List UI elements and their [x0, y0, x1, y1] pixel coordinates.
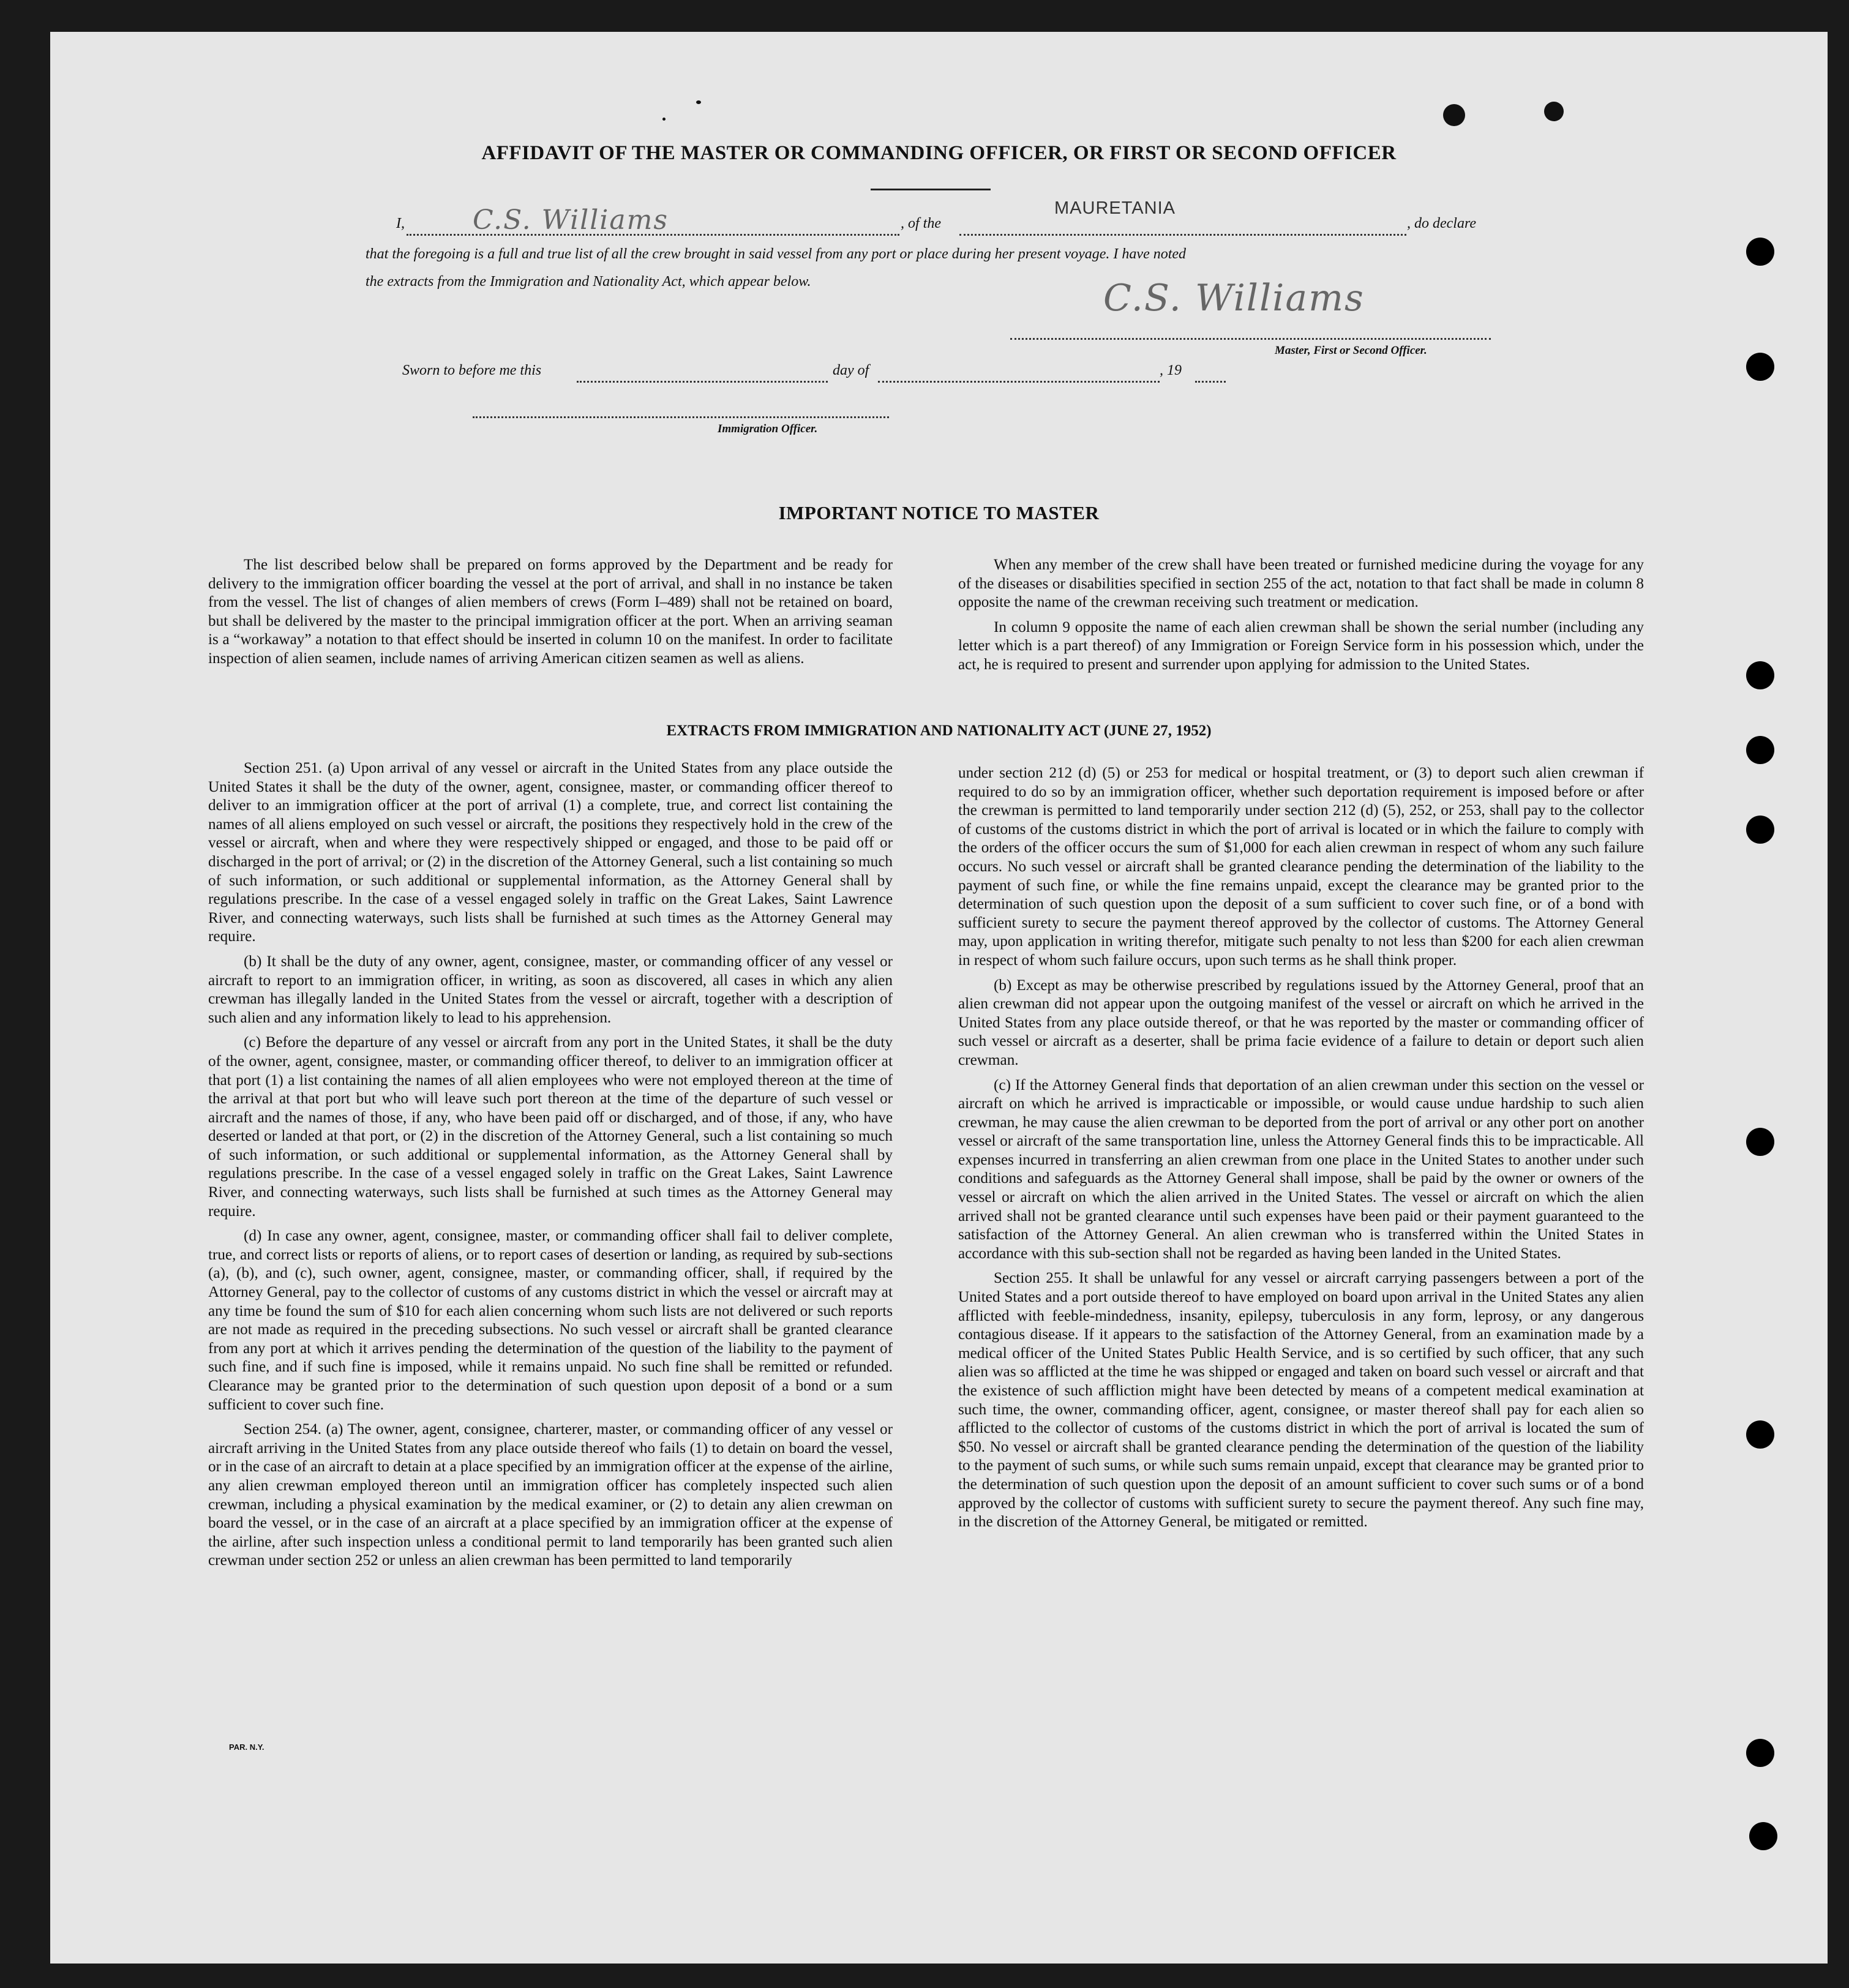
ink-speck — [1443, 104, 1465, 126]
sworn-prefix: Sworn to before me this — [402, 362, 542, 378]
section-254a: Section 254. (a) The owner, agent, consignee, charterer, master, or commanding officer of any vessel or aircraft arriving in the United States from any place outside thereof who fails (1) to detain on board the vessel, or in the case of an aircraft to detain at a place specified by an immigration officer at the expense of the airline, any alien crewman employed thereon until an immigration officer has completely inspected such alien crewman, including a physical examination by the medical examiner, or (2) to detain any alien crewman on board the vessel, or in the case of an aircraft at a place specified by an immigration officer at the expense of the airline, after such inspection unless a conditional permit to land temporarily has been granted such alien crewman under section 252 or unless an alien crewman has been permitted to land temporarily — [208, 1421, 893, 1569]
master-signature: C.S. Williams — [473, 204, 669, 236]
declaration-line-3: the extracts from the Immigration and Nationality Act, which appear below. — [366, 274, 811, 290]
notice-title: IMPORTANT NOTICE TO MASTER — [778, 502, 1100, 523]
binder-hole — [1746, 238, 1774, 266]
sworn-month-field[interactable] — [878, 381, 1160, 383]
section-254a-continued: under section 212 (d) (5) or 253 for medical or hospital treatment, or (3) to deport such alien crewman if required to do so by an immigration officer, whether such deportation requirement is imposed before or after the crewman is permitted to land temporarily under section 212 (d) (5), 252, or 253, shall pay to the collector of customs of the customs district in which the port of arrival is located or in which the failure to comply with the orders of the officer occurs the sum of $1,000 for each alien crewman in respect of whom any such failure occurs. No such vessel or aircraft shall be granted clearance pending the determination of the liability to the payment of such fine, or while the fine remains unpaid, except the clearance may be granted prior to the determination of such question upon the deposit of a sum sufficient to cover such fine, or of a bond with sufficient surety to secure the payment thereof approved by the collector of customs. The Attorney General may, upon application in writing therefor, mitigate such penalty to not less than $200 for each alien crewman in respect of whom such failure occurs, upon such terms as he shall think proper. — [958, 765, 1644, 969]
year-prefix: , 19 — [1160, 362, 1182, 378]
section-251a: Section 251. (a) Upon arrival of any vessel or aircraft in the United States from any place outside the United States it shall be the duty of the owner, agent, consignee, master, or commanding officer thereof to deliver to an immigration officer at the port of arrival (1) a complete, true, and correct list containing the names of all aliens employed on such vessel or aircraft, the positions they respectively hold in the crew of the vessel or aircraft, when and where they were respectively shipped or engaged, and those to be paid off or discharged in the port of arrival; or (2) in the discretion of the Attorney General, such a list containing so much of such information, or such additional or supplemental information, as the Attorney General shall by regulations prescribe. In the case of a vessel engaged solely in traffic on the Great Lakes, Saint Lawrence River, and connecting waterways, such lists shall be furnished at such times as the Attorney General may require. — [208, 760, 893, 945]
vessel-name-field[interactable] — [959, 234, 1406, 236]
notice-right-text-2: In column 9 opposite the name of each alien crewman shall be shown the serial number (including any letter which is a part thereof) of any Immigration or Foreign Service form in his possession which, under the act, he is required to present and surrender upon applying for admission to the United States. — [958, 618, 1644, 673]
master-label: Master, First or Second Officer. — [1275, 344, 1427, 357]
title-divider — [871, 189, 991, 190]
section-254b: (b) Except as may be otherwise prescribed by regulations issued by the Attorney General, proof that an alien crewman did not appear upon the outgoing manifest of the vessel or aircraft on which he arrived in the United States from any place outside thereof, or that he was reported by the master or commanding officer of such vessel or aircraft as a deserter, shall be prima facie evidence of a failure to detain or deport such alien crewman. — [958, 977, 1644, 1068]
form-sheet — [50, 32, 1828, 1964]
binder-hole — [1746, 816, 1774, 844]
affidavit-title: AFFIDAVIT OF THE MASTER OR COMMANDING OFFICER, OR FIRST OR SECOND OFFICER — [481, 142, 1397, 164]
binder-hole — [1746, 736, 1774, 764]
officer-signature: C.S. Williams — [1103, 277, 1365, 320]
binder-hole — [1749, 1822, 1777, 1850]
sworn-day-field[interactable] — [577, 381, 828, 383]
day-of-label: day of — [833, 362, 869, 378]
binder-hole — [1746, 1739, 1774, 1767]
ink-speck — [662, 118, 666, 121]
extracts-right-column — [958, 764, 1644, 1538]
binder-hole — [1746, 661, 1774, 689]
section-255: Section 255. It shall be unlawful for any vessel or aircraft carrying passengers between a port of the United States and a port outside thereof to have employed on board upon arrival in the United States any alien afflicted with feeble-mindedness, insanity, epilepsy, tuberculosis in any form, leprosy, or any dangerous contagious disease. If it appears to the satisfaction of the Attorney General, from an examination made by a medical officer of the United States Public Health Service, and is so certified by such officer, that any such alien was so afflicted at the time he was shipped or engaged and taken on board such vessel or aircraft and that the existence of such affliction might have been detected by means of a competent medical examination at such time, the owner, commanding officer, agent, consignee, or master thereof shall pay for each alien so afflicted to the collector of customs of the customs district in which the port of arrival is located the sum of $50. No vessel or aircraft shall be granted clearance pending the determination of the question of the liability to the payment of such sums, or while such sums remain unpaid, except that clearance may be granted prior to the determination of such question upon the deposit of an amount sufficient to cover such sums or of a bond approved by the collector of customs with sufficient surety to secure the payment thereof. Any such fine may, in the discretion of the Attorney General, be mitigated or remitted. — [958, 1270, 1644, 1531]
line1-prefix: I, — [396, 216, 405, 231]
ink-speck — [696, 100, 701, 104]
immigration-officer-label: Immigration Officer. — [718, 422, 818, 435]
binder-hole — [1746, 353, 1774, 381]
printer-mark: PAR. N.Y. — [229, 1742, 264, 1752]
section-254c: (c) If the Attorney General finds that deportation of an alien crewman under this section on the vessel or aircraft on which he arrived is impracticable or impossible, or would cause undue hardship to such alien crewman, he may cause the alien crewman to be deported from the port of arrival or any other port on another vessel or aircraft of the same transportation line, unless the Attorney General finds this to be impracticable. All expenses incurred in transferring an alien crewman from one place in the United States to another under such conditions and safeguards as the Attorney General shall impose, shall be paid by the owner or owners of the vessel or aircraft on which the alien arrived in the United States. The vessel or aircraft on which the alien arrived shall not be granted clearance until such expenses have been paid or their payment guaranteed to the satisfaction of the Attorney General. An alien crewman who is transferred within the United States in accordance with this sub-section shall not be regarded as having been landed in the United States. — [958, 1076, 1644, 1262]
sworn-year-field[interactable] — [1195, 381, 1226, 383]
immigration-officer-line — [473, 416, 889, 418]
notice-right-text-1: When any member of the crew shall have been treated or furnished medicine during the voyage for any of the diseases or disabilities specified in section 255 of the act, notation to that fact shall be made in column 8 opposite the name of the crewman receiving such treatment or medication. — [958, 557, 1644, 611]
binder-hole — [1746, 1420, 1774, 1449]
notice-left-column — [208, 556, 893, 675]
binder-hole — [1746, 1128, 1774, 1156]
ink-speck — [1544, 102, 1564, 121]
declaration-line-2: that the foregoing is a full and true list of all the crew brought in said vessel from any port or place during her present voyage. I have noted — [366, 246, 1187, 262]
extracts-left-column — [208, 759, 893, 1577]
extracts-title: EXTRACTS FROM IMMIGRATION AND NATIONALITY ACT (JUNE 27, 1952) — [666, 722, 1212, 739]
notice-right-column — [958, 556, 1644, 681]
vessel-name-stamp: MAURETANIA — [1054, 198, 1176, 218]
of-the-label: , of the — [901, 216, 941, 231]
section-251d: (d) In case any owner, agent, consignee, master, or commanding officer shall fail to deliver complete, true, and correct lists or reports of aliens, or to report cases of desertion or landing, as required by sub-sections (a), (b), and (c), such owner, agent, consignee, master, or commanding officer, shall, if required by the Attorney General, pay to the collector of customs of any customs district in which the vessel or aircraft may at any time be found the sum of $10 for each alien concerning whom such lists are not delivered or such reports are not made as required in the preceding subsections. No such vessel or aircraft shall be granted clearance from any port at which it arrives pending the determination of the question of the liability to the payment of such fine, and if such fine is imposed, while it remains unpaid. No such fine shall be remitted or refunded. Clearance may be granted prior to the determination of such question upon deposit of a bond or a sum sufficient to cover such fine. — [208, 1228, 893, 1413]
signature-line — [1010, 338, 1491, 340]
section-251b: (b) It shall be the duty of any owner, agent, consignee, master, or commanding officer of any vessel or aircraft to report to an immigration officer, in writing, as soon as discovered, all cases in which any alien crewman has illegally landed in the United States from the vessel or aircraft, together with a description of such alien and any information likely to lead to his apprehension. — [208, 953, 893, 1026]
section-251c: (c) Before the departure of any vessel or aircraft from any port in the United States, it shall be the duty of the owner, agent, consignee, master, or commanding officer thereof, to deliver to an immigration officer at that port (1) a list containing the names of all alien employees who were not employed thereon at the time of the arrival at that port but who will leave such port thereon at the time of the departure of such vessel or aircraft and the names of those, if any, who have been paid off or discharged, and of those, if any, who have deserted or landed at that port, or (2) in the discretion of the Attorney General, such a list containing so much of such information, or such additional or supplemental information, as the Attorney General shall by regulations prescribe. In the case of a vessel engaged solely in traffic on the Great Lakes, Saint Lawrence River, and connecting waterways, such lists shall be furnished at such times as the Attorney General may require. — [208, 1034, 893, 1220]
notice-left-text: The list described below shall be prepared on forms approved by the Department and be ready for delivery to the immigration officer boarding the vessel at the port of arrival, and shall in no instance be taken from the vessel. The list of changes of alien members of crews (Form I–489) shall not be retained on board, but shall be delivered by the master to the principal immigration officer at the port. When an arriving seaman is a “workaway” a notation to that effect should be inserted in column 10 on the manifest. In order to facilitate inspection of alien seamen, include names of arriving American citizen seamen as well as aliens. — [208, 557, 893, 667]
do-declare-label: , do declare — [1407, 216, 1477, 231]
